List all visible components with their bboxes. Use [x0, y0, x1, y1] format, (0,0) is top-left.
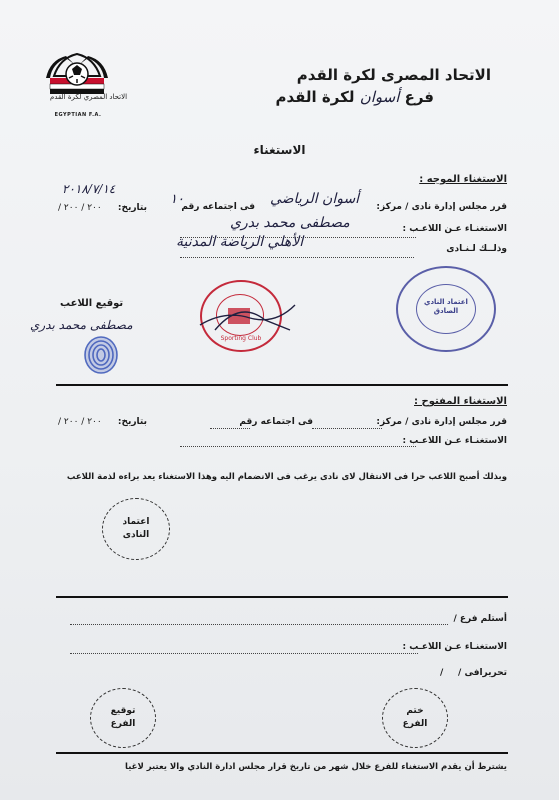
- federation-name: الاتحاد المصرى لكرة القدم: [296, 66, 491, 84]
- directed-date-handwritten: ٢٠١٨/٧/١٤: [62, 182, 116, 196]
- directed-club-handwritten: أسوان الرياضي: [270, 191, 360, 207]
- directed-board-label: قرر مجلس إدارة نادى / مركز:: [376, 202, 507, 212]
- open-meeting-dots: [210, 428, 250, 429]
- receipt-player-dots: [70, 653, 418, 654]
- branch-signature-circle: توقيع الفرع: [90, 688, 156, 748]
- club-approval-circle: اعتماد النادى: [102, 498, 170, 560]
- open-date-template: / ٢٠٠ / ٢٠٠: [58, 417, 102, 427]
- player-signature: مصطفى محمد بدري: [30, 318, 133, 332]
- footer-note: يشترط أن يقدم الاستغناء للفرع خلال شهر من تاريخ قرار مجلس ادارة النادي والا يعتبر لاغيا: [125, 762, 507, 772]
- page-title: الاستغناء: [253, 143, 306, 157]
- open-player-label: الاستغنـاء عـن اللاعـب :: [402, 436, 507, 446]
- board-signature: [195, 290, 305, 345]
- branch-suffix: لكرة القدم: [275, 88, 355, 106]
- directed-date-template: / ٢٠٠ / ٢٠٠: [58, 203, 102, 213]
- directed-player-label: الاستغنـاء عـن اللاعـب :: [402, 224, 507, 234]
- open-heading: الاستغناء المفتوح :: [414, 396, 507, 407]
- edited-label: تحريرافى /: [458, 668, 507, 678]
- branch-name: أسوان: [359, 88, 400, 106]
- directed-player-handwritten: مصطفى محمد بدري: [230, 215, 350, 231]
- edited-slash: /: [440, 668, 444, 678]
- directed-heading: الاستغناء الموجه :: [419, 174, 507, 185]
- divider-1: [56, 384, 508, 386]
- open-date-label: بتاريخ:: [117, 417, 147, 427]
- received-dots: [70, 624, 448, 625]
- directed-meeting-label: فى اجتماعه رقم: [181, 202, 255, 212]
- release-statement: وبذلك أصبح اللاعب حرا فى الانتقال لاى نادى يرغب فى الانضمام اليه وهذا الاستغناء يعد براءه لذمة اللاعب: [66, 472, 507, 482]
- open-meeting-label: فى اجتماعه رقم: [239, 417, 313, 427]
- player-signature-label: توقيع اللاعب: [60, 298, 124, 309]
- directed-to-club-handwritten: الأهلي الرياضة المدنية: [176, 234, 304, 250]
- open-board-label: قرر مجلس إدارة نادى / مركز:: [376, 417, 507, 427]
- open-club-dots: [312, 428, 382, 429]
- fingerprint-icon: [82, 335, 120, 375]
- directed-to-club-label: وذلــك لـنـادى: [446, 244, 507, 254]
- divider-3: [56, 752, 508, 754]
- club-approval-stamp: [396, 266, 496, 352]
- branch-seal-circle: ختم الفرع: [382, 688, 448, 748]
- club-stamp-caption: Sporting Club: [220, 335, 262, 342]
- divider-2: [56, 596, 508, 598]
- branch-line: [275, 88, 434, 106]
- directed-to-club-dots: [180, 257, 414, 258]
- efa-logo: [36, 48, 128, 120]
- club-approval-stamp-text: اعتماد النادي الصادق: [424, 298, 468, 315]
- receipt-player-label: الاستغنـاء عـن اللاعـب :: [402, 642, 507, 652]
- directed-meeting-no: ١٠: [170, 192, 184, 207]
- received-label: أستلم فرع /: [453, 614, 507, 624]
- open-player-dots: [180, 446, 416, 447]
- logo-text-ar: الاتحاد المصري لكرة القدم: [50, 93, 128, 101]
- branch-prefix: فرع: [404, 88, 434, 106]
- directed-date-label: بتاريخ:: [117, 203, 147, 213]
- logo-text-en: EGYPTIAN F.A.: [54, 112, 102, 118]
